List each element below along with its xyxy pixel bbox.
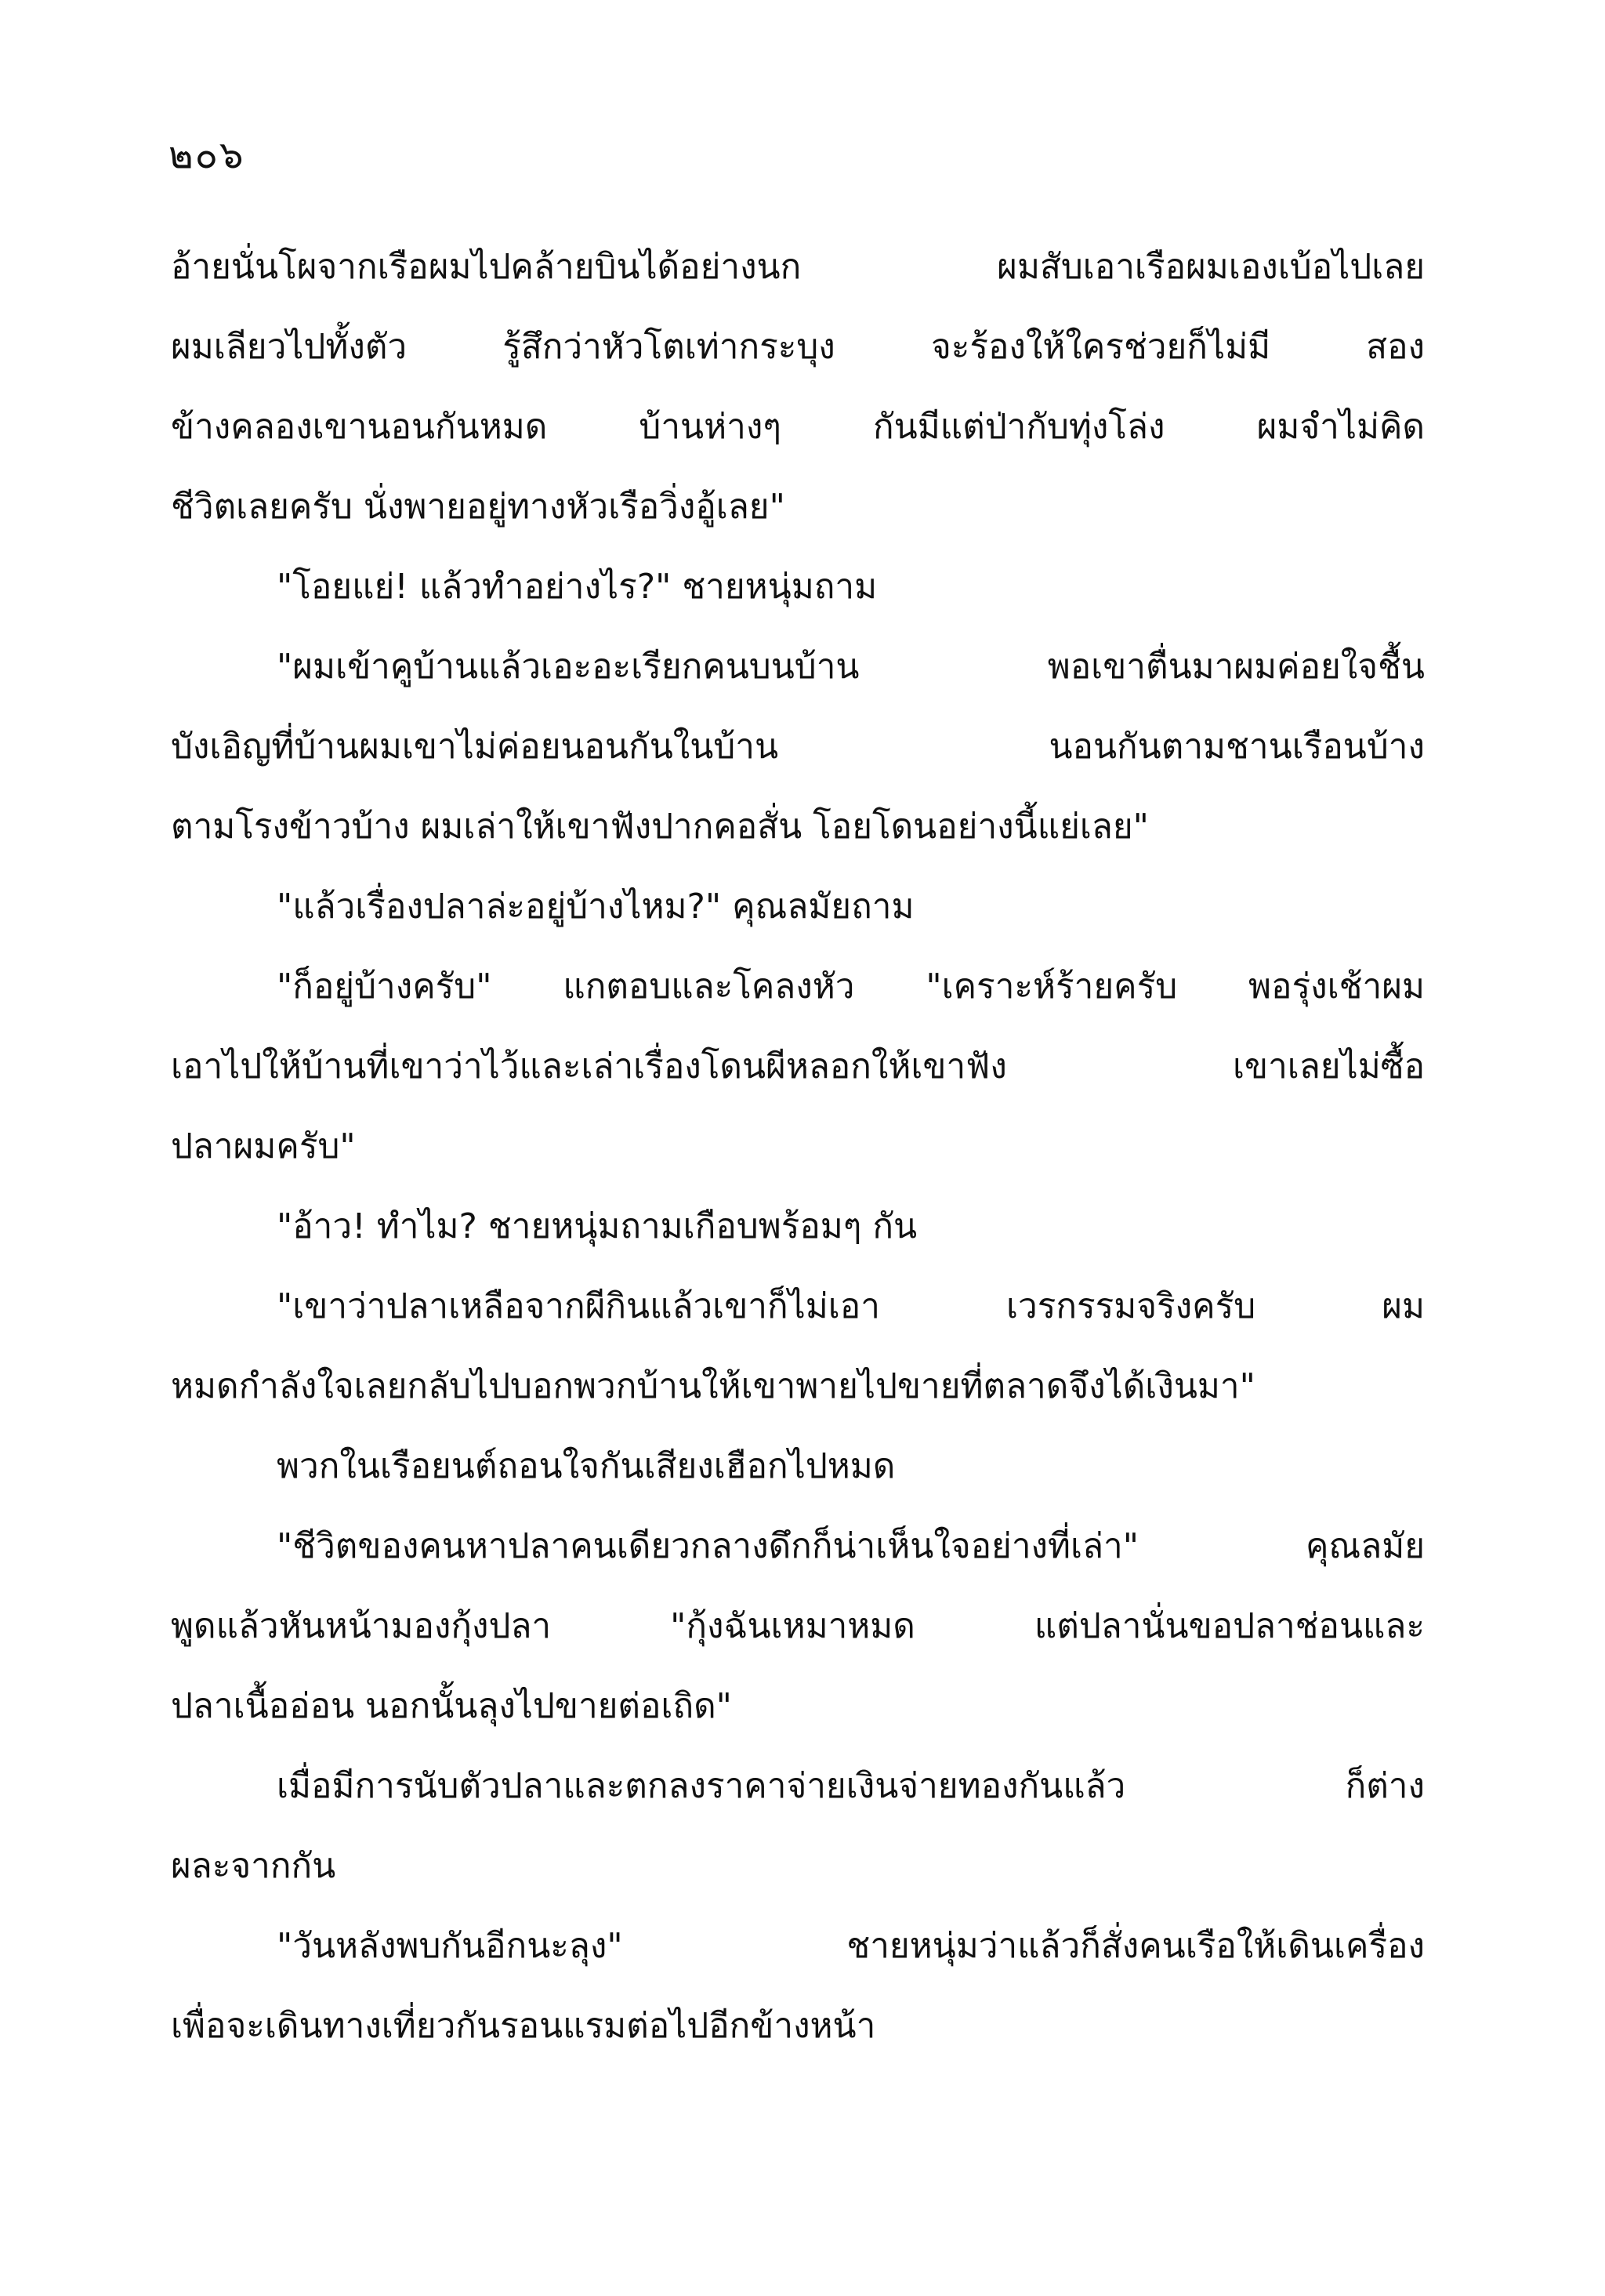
page-number: ๒๐๖ [168, 133, 245, 177]
text-line: "อ้าว! ทำไม? ชายหนุ่มถามเกือบพร้อมๆ กัน [277, 1206, 918, 1246]
text-line: พวกในเรือยนต์ถอนใจกันเสียงเฮือกไปหมด [277, 1446, 896, 1486]
text-line: ผละจากกัน [171, 1846, 336, 1886]
text-line: "ผมเข้าคูบ้านแล้วเอะอะเรียกคนบนบ้าน พอเขาตื่นมาผมค่อยใจชื้น [277, 647, 1425, 687]
text-line: หมดกำลังใจเลยกลับไปบอกพวกบ้านให้เขาพายไปขายที่ตลาดจึงได้เงินมา" [171, 1366, 1255, 1406]
text-line: "วันหลังพบกันอีกนะลุง" ชายหนุ่มว่าแล้วก็สั่งคนเรือให้เดินเครื่อง [277, 1926, 1425, 1966]
text-line: "โอยแย่! แล้วทำอย่างไร?" ชายหนุ่มถาม [277, 567, 878, 607]
text-line: บังเอิญที่บ้านผมเขาไม่ค่อยนอนกันในบ้าน นอนกันตามชานเรือนบ้าง [171, 727, 1425, 767]
body-text [171, 227, 1425, 2066]
text-line: "แล้วเรื่องปลาล่ะอยู่บ้างไหม?" คุณลมัยถาม [277, 887, 915, 927]
text-line: อ้ายนั่นโผจากเรือผมไปคล้ายบินได้อย่างนก ผมสับเอาเรือผมเองเบ้อไปเลย [171, 247, 1425, 287]
text-line: เอาไปให้บ้านที่เขาว่าไว้และเล่าเรื่องโดนผีหลอกให้เขาฟัง เขาเลยไม่ซื้อ [171, 1046, 1425, 1086]
text-line: ข้างคลองเขานอนกันหมด บ้านห่างๆ กันมีแต่ป่ากับทุ่งโล่ง ผมจำไม่คิด [171, 407, 1425, 447]
text-line: ผมเลียวไปทั้งตัว รู้สึกว่าหัวโตเท่ากระบุง จะร้องให้ใครช่วยก็ไม่มี สอง [171, 327, 1425, 367]
text-line: ปลาผมครับ" [171, 1126, 356, 1166]
text-line: "ชีวิตของคนหาปลาคนเดียวกลางดึกก็น่าเห็นใจอย่างที่เล่า" คุณลมัย [277, 1526, 1425, 1566]
text-line: "ก็อยู่บ้างครับ" แกตอบและโคลงหัว "เคราะห์ร้ายครับ พอรุ่งเช้าผม [277, 967, 1425, 1007]
text-line: ปลาเนื้ออ่อน นอกนั้นลุงไปขายต่อเถิด" [171, 1686, 732, 1726]
text-line: "เขาว่าปลาเหลือจากผีกินแล้วเขาก็ไม่เอา เวรกรรมจริงครับ ผม [277, 1286, 1425, 1326]
text-line: พูดแล้วหันหน้ามองกุ้งปลา "กุ้งฉันเหมาหมด แต่ปลานั่นขอปลาช่อนและ [171, 1606, 1425, 1646]
text-line: เพื่อจะเดินทางเที่ยวกันรอนแรมต่อไปอีกข้างหน้า [171, 2006, 876, 2046]
text-line: เมื่อมีการนับตัวปลาและตกลงราคาจ่ายเงินจ่ายทองกันแล้ว ก็ต่าง [277, 1766, 1425, 1806]
text-line: ตามโรงข้าวบ้าง ผมเล่าให้เขาฟังปากคอสั่น โอยโดนอย่างนี้แย่เลย" [171, 807, 1149, 847]
text-line: ชีวิตเลยครับ นั่งพายอยู่ทางหัวเรือวิ่งอู้เลย" [171, 487, 785, 527]
